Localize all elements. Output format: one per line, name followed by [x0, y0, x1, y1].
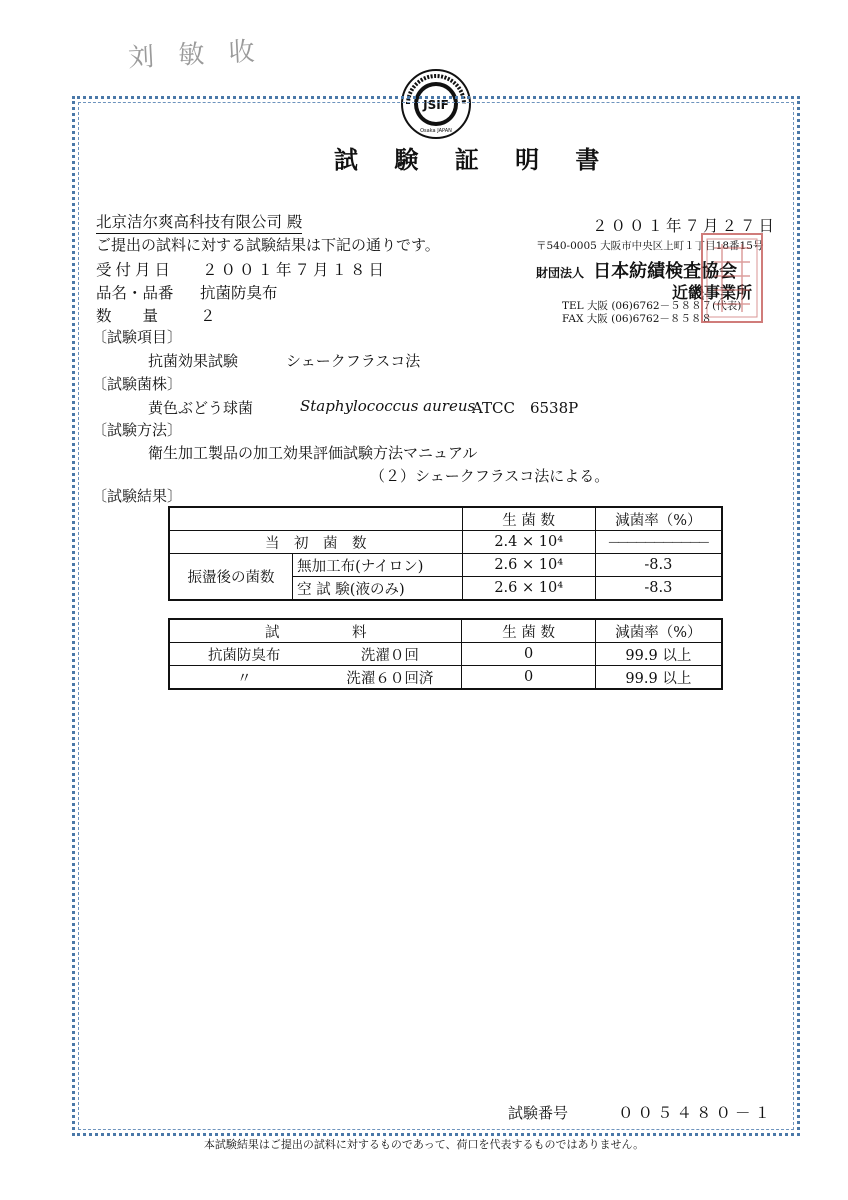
svg-text:JSIF: JSIF	[423, 98, 449, 112]
strain-atcc: ATCC 6538P	[472, 399, 579, 417]
row-label-untreated: 無加工布(ナイロン)	[293, 554, 462, 577]
issuer-address: 〒540-0005 大阪市中央区上町１丁目18番15号	[536, 240, 764, 252]
section-method-heading: 〔試験方法〕	[92, 421, 183, 439]
field-product-name	[96, 281, 516, 301]
cell-count: 2.6 × 10⁴	[462, 577, 595, 601]
footer-note: 本試験結果はご提出の試料に対するものであって、荷口を代表するものではありません。	[203, 1138, 645, 1151]
table-row	[169, 531, 722, 554]
row-label-initial: 当 初 菌 数	[169, 531, 462, 554]
table-row	[169, 643, 722, 666]
results-table-initial	[168, 506, 723, 601]
issuer-name: 日本紡績検査協会	[593, 261, 738, 282]
section-test-item-heading: 〔試験項目〕	[92, 328, 183, 346]
table-row	[169, 554, 722, 577]
method-line-2: （２）シェークフラスコ法による。	[370, 467, 610, 485]
col-header-count: 生 菌 数	[462, 619, 595, 643]
cell-sample: 〃	[169, 666, 318, 690]
handwritten-note: 刘 敏 收	[127, 36, 264, 74]
test-item-value: 抗菌効果試験	[148, 352, 239, 370]
document-title: 試 験 証 明 書	[334, 145, 614, 174]
strain-value: 黄色ぶどう球菌	[148, 399, 254, 417]
cell-count: 0	[462, 666, 595, 690]
field-received-date	[96, 258, 516, 278]
col-header-rate: 減菌率（%）	[595, 619, 722, 643]
svg-text:Osaka JAPAN: Osaka JAPAN	[420, 128, 452, 134]
issuer-fax: FAX 大阪 (06)6762－８５８８	[562, 313, 712, 325]
recipient: 北京洁尔爽高科技有限公司 殿	[96, 210, 302, 234]
cell-sample: 抗菌防臭布	[169, 643, 318, 666]
field-value: ２	[200, 307, 216, 325]
cell-count: 0	[462, 643, 595, 666]
cell-rate: -8.3	[595, 577, 722, 601]
issuer-tel: TEL 大阪 (06)6762－５８８７(代表)	[562, 300, 742, 312]
cell-count: 2.6 × 10⁴	[462, 554, 595, 577]
cell-rate: 99.9 以上	[595, 666, 722, 690]
row-label-blank: 空 試 験(液のみ)	[293, 577, 462, 601]
test-number: ００５４８０－１	[618, 1104, 775, 1122]
issuer-office: 近畿事業所	[672, 283, 753, 302]
col-header-count: 生 菌 数	[462, 507, 595, 531]
method-line-1: 衛生加工製品の加工効果評価試験方法マニュアル	[148, 444, 478, 462]
field-label: 数 量	[96, 307, 159, 325]
row-label-after-shaking: 振盪後の菌数	[169, 554, 293, 601]
official-stamp-icon	[700, 232, 764, 324]
table-header-row	[169, 507, 722, 531]
issuer-legal-prefix: 財団法人	[536, 266, 585, 280]
cell-rate-dash: ―――――――――――	[595, 531, 722, 554]
cell-wash: 洗濯０回	[318, 643, 462, 666]
table-header-empty	[169, 507, 462, 531]
section-results-heading: 〔試験結果〕	[92, 487, 183, 505]
test-item-method: シェークフラスコ法	[286, 352, 421, 370]
cell-rate: 99.9 以上	[595, 643, 722, 666]
strain-latin-name: Staphylococcus aureus	[300, 397, 476, 415]
cell-rate: -8.3	[595, 554, 722, 577]
col-header-rate: 減菌率（%）	[595, 507, 722, 531]
field-label: 受付月日	[96, 261, 175, 279]
issue-date: ２００１年７月２７日	[592, 217, 778, 235]
cell-wash: 洗濯６０回済	[318, 666, 462, 690]
results-table-samples	[168, 618, 723, 690]
section-strain-heading: 〔試験菌株〕	[92, 375, 183, 393]
field-value: ２００１年７月１８日	[202, 261, 388, 279]
table-row	[169, 666, 722, 690]
field-label: 品名・品番	[96, 284, 174, 302]
cell-count: 2.4 × 10⁴	[462, 531, 595, 554]
intro-text: ご提出の試料に対する試験結果は下記の通りです。	[96, 236, 440, 254]
field-value: 抗菌防臭布	[200, 284, 278, 302]
field-quantity	[96, 304, 516, 324]
table-header-row	[169, 619, 722, 643]
col-header-sample: 試 料	[169, 619, 462, 643]
test-number-label: 試験番号	[508, 1104, 569, 1122]
